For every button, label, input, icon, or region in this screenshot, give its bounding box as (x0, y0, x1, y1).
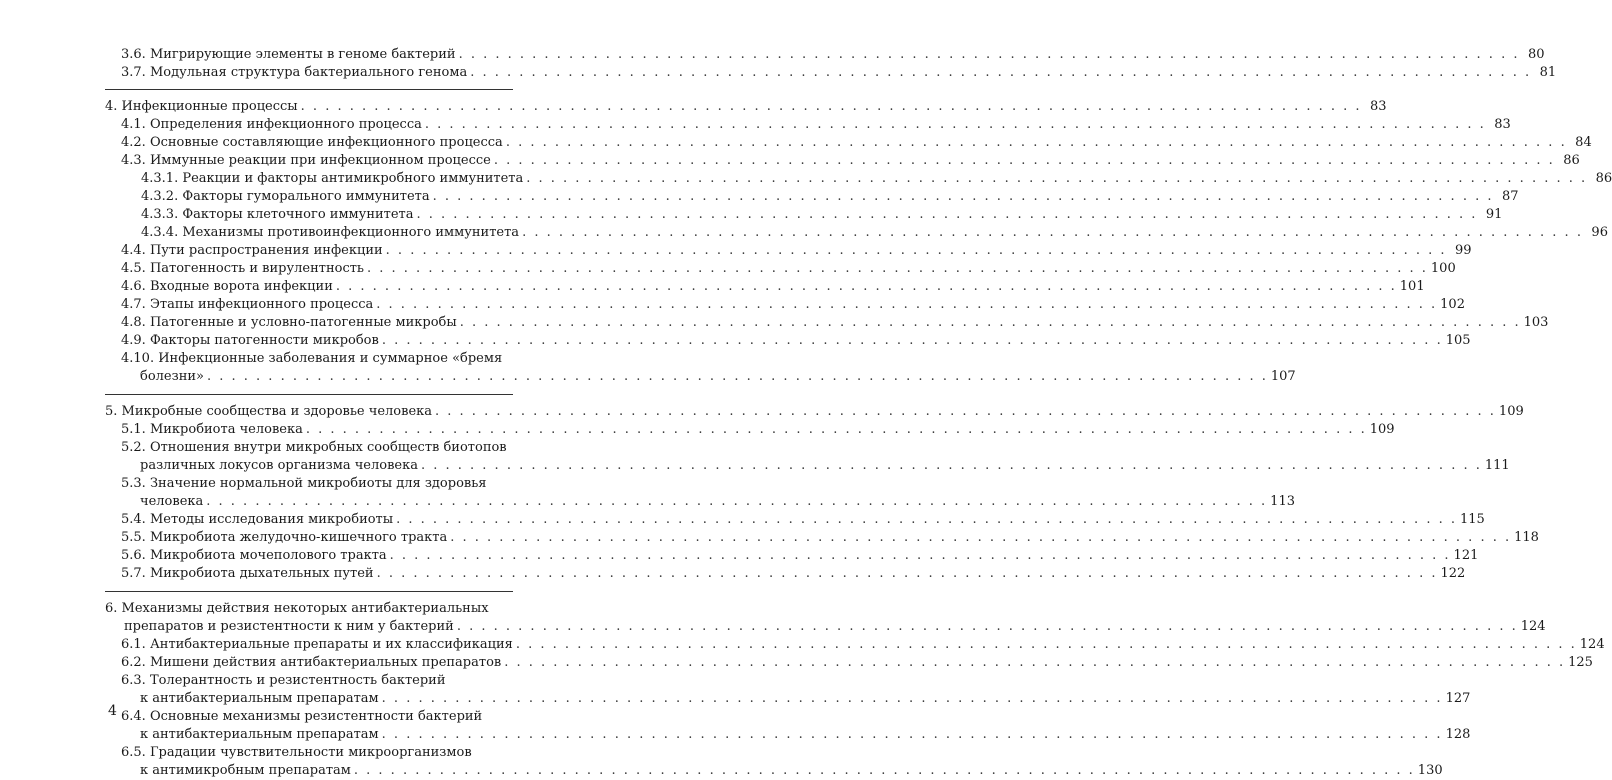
toc-entry-page: 105 (1445, 333, 1471, 348)
dot-leader (377, 565, 1438, 583)
toc-entry[interactable] (105, 744, 1443, 780)
toc-entry[interactable] (105, 672, 1471, 708)
toc-entry-title: 5.5. Микробиота желудочно-кишечного тракта (121, 530, 448, 545)
dot-leader (460, 314, 1521, 332)
toc-entry-title: 6.2. Мишени действия антибактериальных препаратов (121, 655, 502, 670)
toc-entry-title: 4.6. Входные ворота инфекции (121, 279, 333, 294)
toc-entry[interactable] (105, 529, 1539, 547)
toc-entry-title: 5.7. Микробиота дыхательных путей (121, 566, 374, 581)
toc-entry-page: 99 (1455, 243, 1472, 258)
dot-leader (376, 296, 1437, 314)
toc-entry-title: 4.8. Патогенные и условно-патогенные микробы (121, 315, 457, 330)
toc-entry-page: 101 (1399, 279, 1425, 294)
dot-leader (386, 242, 1447, 260)
toc-entry-page: 107 (1270, 369, 1296, 384)
toc-entry-page: 96 (1591, 225, 1608, 240)
toc-entry-title: 4. Инфекционные процессы (105, 99, 298, 114)
dot-leader (494, 152, 1555, 170)
toc-entry-page: 111 (1484, 458, 1510, 473)
dot-leader (425, 116, 1486, 134)
toc-entry-page: 109 (1498, 404, 1524, 419)
toc-entry-title-line: 6. Механизмы действия некоторых антибактериальных (105, 601, 489, 616)
toc-entry-title: болезни» (140, 369, 204, 384)
toc-entry[interactable] (105, 511, 1485, 529)
toc-entry-page: 130 (1417, 763, 1443, 778)
toc-section (105, 395, 1539, 592)
toc-entry[interactable] (105, 278, 1425, 296)
toc-entry-title: 3.6. Мигрирующие элементы в геноме бактерий (121, 47, 456, 62)
toc-entry[interactable] (105, 116, 1511, 134)
toc-entry-page: 83 (1494, 117, 1511, 132)
dot-leader (382, 690, 1443, 708)
toc-entry[interactable] (105, 350, 1296, 386)
toc-entry-page: 102 (1440, 297, 1465, 312)
dot-leader (522, 224, 1583, 242)
toc-entry[interactable] (105, 332, 1471, 350)
toc-entry-title-line: 6.4. Основные механизмы резистентности бактерий (121, 709, 483, 724)
toc-entry-page: 113 (1270, 494, 1295, 509)
toc-section (105, 90, 1612, 395)
toc-entry[interactable] (105, 134, 1592, 152)
toc-entry-title: 6.1. Антибактериальные препараты и их классификация (121, 637, 513, 652)
toc-entry-page: 121 (1453, 548, 1479, 563)
dot-leader (526, 170, 1587, 188)
dot-leader (459, 46, 1520, 64)
toc-entry-title: 4.3.3. Факторы клеточного иммунитета (141, 207, 414, 222)
toc-entry-title: 4.1. Определения инфекционного процесса (121, 117, 422, 132)
toc-entry[interactable] (105, 439, 1510, 475)
toc-entry-title: 5.4. Методы исследования микробиоты (121, 512, 394, 527)
toc-entry-page: 109 (1369, 422, 1395, 437)
toc-entry[interactable] (105, 224, 1608, 242)
toc-entry[interactable] (105, 421, 1395, 439)
toc-entry-page: 118 (1514, 530, 1539, 545)
toc-entry-page: 103 (1523, 315, 1549, 330)
dot-leader (301, 98, 1362, 116)
dot-leader (206, 493, 1267, 511)
dot-leader (450, 529, 1511, 547)
toc-entry[interactable] (105, 654, 1593, 672)
toc-entry-title: 4.9. Факторы патогенности микробов (121, 333, 379, 348)
toc-entry-title: человека (140, 494, 204, 509)
toc-entry-title: 4.3.2. Факторы гуморального иммунитета (141, 189, 430, 204)
toc-entry-title: 4.7. Этапы инфекционного процесса (121, 297, 374, 312)
toc-entry-page: 91 (1485, 207, 1503, 222)
toc-entry[interactable] (105, 152, 1580, 170)
toc-entry-page: 86 (1563, 153, 1580, 168)
toc-entry-page: 122 (1440, 566, 1466, 581)
dot-leader (390, 547, 1451, 565)
toc-entry[interactable] (105, 206, 1503, 224)
dot-leader (457, 618, 1518, 636)
toc-entry-title: 4.3.1. Реакции и факторы антимикробного иммунитета (141, 171, 524, 186)
toc-entry[interactable] (105, 475, 1295, 511)
toc-entry-page: 128 (1445, 727, 1471, 742)
toc-entry-title: к антибактериальным препаратам (140, 727, 379, 742)
toc-entry[interactable] (105, 260, 1456, 278)
toc-entry-page: 115 (1460, 512, 1485, 527)
dot-leader (506, 134, 1567, 152)
toc-entry[interactable] (105, 314, 1549, 332)
toc-entry-page: 83 (1370, 99, 1387, 114)
dot-leader (396, 511, 1457, 529)
toc-entry-title: 4.4. Пути распространения инфекции (121, 243, 383, 258)
dot-leader (207, 368, 1268, 386)
toc-entry-page: 127 (1445, 691, 1471, 706)
dot-leader (435, 403, 1496, 421)
toc-entry[interactable] (105, 565, 1466, 583)
toc-entry-title: к антимикробным препаратам (140, 763, 351, 778)
toc-entry-title-line: 6.3. Толерантность и резистентность бактерий (121, 673, 446, 688)
toc-section (105, 592, 1605, 780)
toc-entry-title: 5.1. Микробиота человека (121, 422, 303, 437)
toc-entry[interactable] (105, 547, 1479, 565)
toc-entry-title-line: 5.2. Отношения внутри микробных сообществ биотопов (121, 440, 507, 455)
toc-entry-page: 86 (1595, 171, 1612, 186)
toc-entry-title: различных локусов организма человека (140, 458, 418, 473)
toc-entry[interactable] (105, 98, 1387, 116)
toc-entry[interactable] (105, 170, 1612, 188)
toc-entry-page: 80 (1527, 47, 1545, 62)
toc-entry-title: 5. Микробные сообщества и здоровье человека (105, 404, 433, 419)
toc-entry[interactable] (105, 600, 1546, 636)
dot-leader (416, 206, 1477, 224)
toc-entry-page: 81 (1539, 65, 1557, 80)
dot-leader (306, 421, 1367, 439)
dot-leader (336, 278, 1397, 296)
toc-entry-page: 124 (1579, 637, 1605, 652)
toc-entry-title: 4.3.4. Механизмы противоинфекционного иммунитета (141, 225, 520, 240)
dot-leader (516, 636, 1577, 654)
toc-entry[interactable] (105, 296, 1465, 314)
toc-entry[interactable] (105, 188, 1519, 206)
toc-entry-title-line: 6.5. Градации чувствительности микроорганизмов (121, 745, 472, 760)
dot-leader (504, 654, 1565, 672)
dot-leader (382, 726, 1443, 744)
toc-entry-title: 3.7. Модульная структура бактериального генома (121, 65, 468, 80)
toc-entry-title: к антибактериальным препаратам (140, 691, 379, 706)
toc-entry-title: 4.2. Основные составляющие инфекционного процесса (121, 135, 503, 150)
toc-entry-title: 4.3. Иммунные реакции при инфекционном процессе (121, 153, 491, 168)
toc-entry-page: 84 (1575, 135, 1592, 150)
toc-entry[interactable] (105, 708, 1471, 744)
toc-entry-page: 100 (1430, 261, 1456, 276)
toc-entry[interactable] (105, 242, 1472, 260)
toc-entry-page: 124 (1520, 619, 1546, 634)
toc-section (105, 46, 1557, 90)
toc-entry-title: 4.5. Патогенность и вирулентность (121, 261, 364, 276)
toc-entry-title-line: 5.3. Значение нормальной микробиоты для здоровья (121, 476, 487, 491)
toc-entry[interactable] (105, 403, 1524, 421)
toc-entry-page: 87 (1501, 189, 1519, 204)
toc-entry-page: 125 (1568, 655, 1593, 670)
toc-entry[interactable] (105, 636, 1605, 654)
dot-leader (421, 457, 1482, 475)
dot-leader (433, 188, 1494, 206)
toc-entry-title: 5.6. Микробиота мочеполового тракта (121, 548, 387, 563)
dot-leader (354, 762, 1415, 780)
dot-leader (382, 332, 1443, 350)
dot-leader (470, 64, 1531, 82)
toc-entry-title-line: 4.10. Инфекционные заболевания и суммарное «бремя (121, 351, 503, 366)
table-of-contents (105, 46, 1612, 780)
toc-entry-title: препаратов и резистентности к ним у бактерий (124, 619, 454, 634)
toc-entry[interactable] (105, 46, 1545, 64)
page-number: 4 (108, 703, 117, 719)
dot-leader (367, 260, 1428, 278)
toc-entry[interactable] (105, 64, 1557, 82)
